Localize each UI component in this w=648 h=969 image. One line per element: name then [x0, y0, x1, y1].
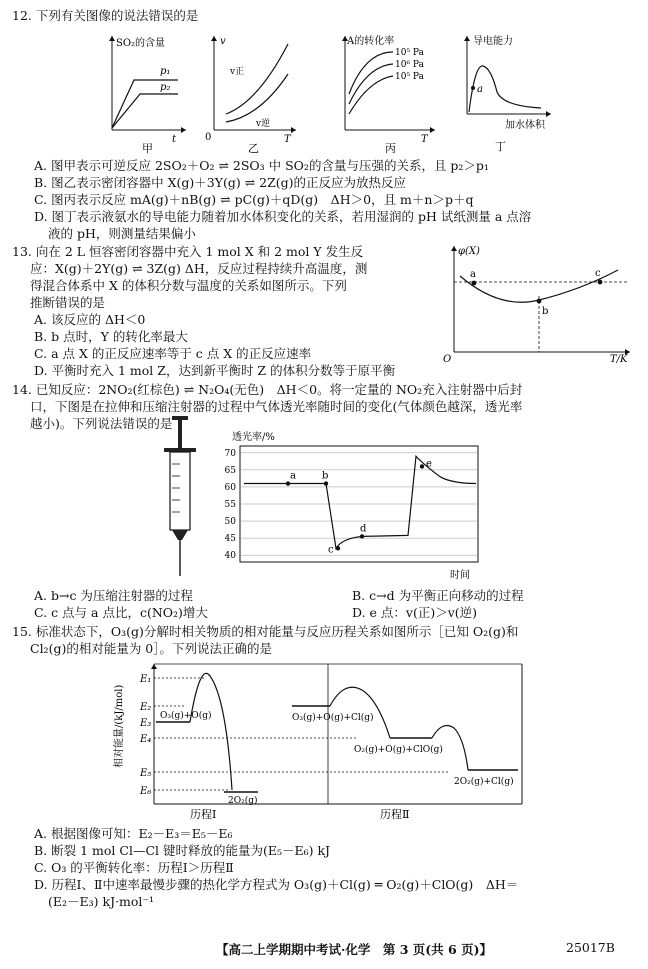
svg-text:O₃(g)+O(g): O₃(g)+O(g) [160, 711, 212, 721]
footer-title: 【高二上学期期中考试·化学 第 3 页(共 6 页)】 [216, 942, 492, 957]
point-c [598, 280, 603, 285]
y-tick-label: 40 [224, 551, 236, 562]
graph-q13 [440, 240, 640, 364]
svg-text:φ(X): φ(X) [458, 246, 480, 257]
q15-option-d: D. 历程Ⅰ、Ⅱ中速率最慢步骤的热化学方程式为 O₃(g)＋Cl(g) ═ O₂(g)＋ClO(g) ΔH＝ [34, 877, 519, 892]
svg-text:b: b [542, 306, 549, 317]
q14-option-a: A. b→c 为压缩注射器的过程 [34, 588, 193, 603]
q14-option-b: B. c→d 为平衡正向移动的过程 [352, 588, 524, 603]
svg-text:p₁: p₁ [160, 66, 171, 77]
svg-text:2O₂(g): 2O₂(g) [228, 796, 258, 806]
q13-stem-1: 13. 向在 2 L 恒容密闭容器中充入 1 mol X 和 2 mol Y 发生反 [12, 244, 364, 259]
y-tick-label: 60 [224, 482, 236, 493]
caption-ding: 丁 [495, 140, 506, 153]
svg-text:E₆: E₆ [140, 786, 152, 797]
q14-option-c: C. c 点与 a 点比，c(NO₂)增大 [34, 605, 208, 620]
footer-code: 25017B [566, 940, 615, 955]
q13-option-a: A. 该反应的 ΔH＜0 [34, 312, 146, 327]
point-label-d: d [360, 523, 367, 535]
svg-text:O₂(g)+O(g)+ClO(g): O₂(g)+O(g)+ClO(g) [354, 745, 443, 755]
syringe-icon [160, 412, 200, 580]
svg-text:a: a [470, 269, 476, 280]
svg-text:E₁: E₁ [140, 674, 152, 685]
graph-bing [335, 30, 445, 154]
q12-option-c: C. 图丙表示反应 mA(g)＋nB(g) ⇌ pC(g)＋qD(g) ΔH＞0，且 m＋n＞p＋q [34, 192, 474, 207]
svg-text:v正: v正 [230, 67, 245, 77]
q13-stem-2: 应：X(g)＋2Y(g) ⇌ 3Z(g) ΔH，反应过程持续升高温度，测 [30, 261, 368, 276]
svg-text:10⁶ Pa: 10⁶ Pa [395, 60, 424, 70]
svg-text:a: a [477, 84, 483, 95]
q15-option-b: B. 断裂 1 mol Cl—Cl 键时释放的能量为(E₅－E₆) kJ [34, 843, 331, 858]
energy-diagram [108, 658, 528, 822]
transmittance-chart [212, 430, 484, 582]
point-a [286, 481, 290, 485]
svg-text:c: c [595, 268, 601, 279]
q13-option-d: D. 平衡时充入 1 mol Z，达到新平衡时 Z 的体积分数等于原平衡 [34, 363, 396, 378]
svg-text:E₃: E₃ [140, 718, 152, 729]
q14-stem-2: 口，下图是在拉伸和压缩注射器的过程中气体透光率随时间的变化(气体颜色越深，透光率 [30, 399, 523, 414]
graph-jia [100, 32, 190, 154]
svg-text:A的转化率: A的转化率 [347, 36, 395, 47]
svg-text:E₅: E₅ [140, 768, 152, 779]
point-a [472, 281, 477, 286]
energy-ylabel: 相对能量/(kJ/mol) [114, 684, 125, 768]
graph-yi [200, 32, 300, 154]
q15-option-d-cont: (E₂－E₃) kJ·mol⁻¹ [48, 894, 155, 909]
q13-option-b: B. b 点时，Y 的转化率最大 [34, 329, 188, 344]
q15-option-a: A. 根据图像可知：E₂－E₃＝E₅－E₆ [34, 826, 233, 841]
q15-stem-1: 15. 标准状态下，O₃(g)分解时相关物质的相对能量与反应历程关系如图所示［已知 O₂(g)和 [12, 624, 519, 639]
svg-text:t: t [172, 134, 177, 145]
y-tick-label: 55 [224, 500, 236, 510]
y-tick-label: 45 [224, 534, 236, 545]
svg-text:10⁵ Pa: 10⁵ Pa [395, 48, 424, 58]
chart-ylabel: 透光率/% [232, 432, 275, 443]
chart-xlabel: 时间 [450, 570, 470, 581]
q12-stem: 12. 下列有关图像的说法错误的是 [12, 8, 199, 23]
y-tick-label: 65 [224, 465, 236, 476]
svg-text:O: O [443, 354, 452, 364]
svg-text:导电能力: 导电能力 [473, 36, 513, 47]
point-label-e: e [426, 458, 432, 470]
q14-stem-3: 越小)。下列说法错误的是 [30, 416, 173, 431]
point-label-c: c [328, 544, 334, 556]
svg-text:T: T [421, 134, 428, 145]
graph-ding [455, 30, 555, 154]
svg-text:v逆: v逆 [256, 119, 271, 129]
svg-text:加水体积: 加水体积 [505, 120, 545, 131]
q13-option-c: C. a 点 X 的正反应速率等于 c 点 X 的正反应速率 [34, 346, 312, 361]
svg-text:v: v [220, 36, 226, 47]
point-label-a: a [290, 470, 296, 482]
q12-option-a: A. 图甲表示可逆反应 2SO₂＋O₂ ⇌ 2SO₃ 中 SO₂的含量与压强的关系，且 p₂＞p₁ [34, 158, 489, 173]
point-a [471, 86, 475, 90]
svg-text:10⁵ Pa: 10⁵ Pa [395, 72, 424, 82]
point-e [420, 464, 424, 468]
svg-text:T/K: T/K [610, 354, 628, 364]
svg-text:E₄: E₄ [140, 734, 152, 745]
point-b [324, 481, 328, 485]
point-label-b: b [322, 470, 329, 482]
caption-jia: 甲 [142, 142, 153, 154]
y-tick-label: 50 [224, 517, 236, 528]
curve-v-forward [226, 44, 288, 114]
svg-text:p₂: p₂ [160, 82, 171, 93]
jia-ylabel: SO₂的含量 [116, 38, 166, 49]
q13-stem-4: 推断错误的是 [30, 295, 106, 310]
q14-stem-1: 14. 已知反应：2NO₂(红棕色) ⇌ N₂O₄(无色) ΔH＜0。将一定量的 NO₂充入注射器中后封 [12, 382, 523, 397]
point-c [336, 546, 340, 550]
point-b [537, 299, 542, 304]
q13-stem-3: 得混合体系中 X 的体积分数与温度的关系如图所示。下列 [30, 278, 347, 293]
point-d [360, 534, 364, 538]
svg-text:0: 0 [205, 132, 212, 143]
q15-option-c: C. O₃ 的平衡转化率：历程Ⅰ＞历程Ⅱ [34, 860, 234, 875]
q12-option-b: B. 图乙表示密闭容器中 X(g)＋3Y(g) ⇌ 2Z(g)的正反应为放热反应 [34, 175, 407, 190]
q14-option-d: D. e 点：v(正)＞v(逆) [352, 605, 478, 620]
svg-text:T: T [284, 134, 291, 145]
curve-p2 [112, 94, 178, 128]
q12-option-d-cont: 液的 pH，则测量结果偏小 [48, 226, 196, 241]
q15-stem-2: Cl₂(g)的相对能量为 0］。下列说法正确的是 [30, 641, 273, 656]
path1-curve [190, 673, 232, 790]
svg-text:E₂: E₂ [140, 702, 152, 713]
path1-label: 历程Ⅰ [190, 808, 217, 821]
q12-option-d: D. 图丁表示液氨水的导电能力随着加水体积变化的关系，若用湿润的 pH 试纸测量 a 点溶 [34, 209, 532, 224]
caption-bing: 丙 [385, 142, 396, 154]
caption-yi: 乙 [248, 142, 259, 154]
path2-label: 历程Ⅱ [380, 808, 410, 821]
svg-text:2O₂(g)+Cl(g): 2O₂(g)+Cl(g) [454, 777, 514, 787]
svg-text:O₃(g)+O(g)+Cl(g): O₃(g)+O(g)+Cl(g) [292, 713, 374, 723]
y-tick-label: 70 [224, 448, 236, 459]
curve-v-reverse [226, 74, 288, 122]
